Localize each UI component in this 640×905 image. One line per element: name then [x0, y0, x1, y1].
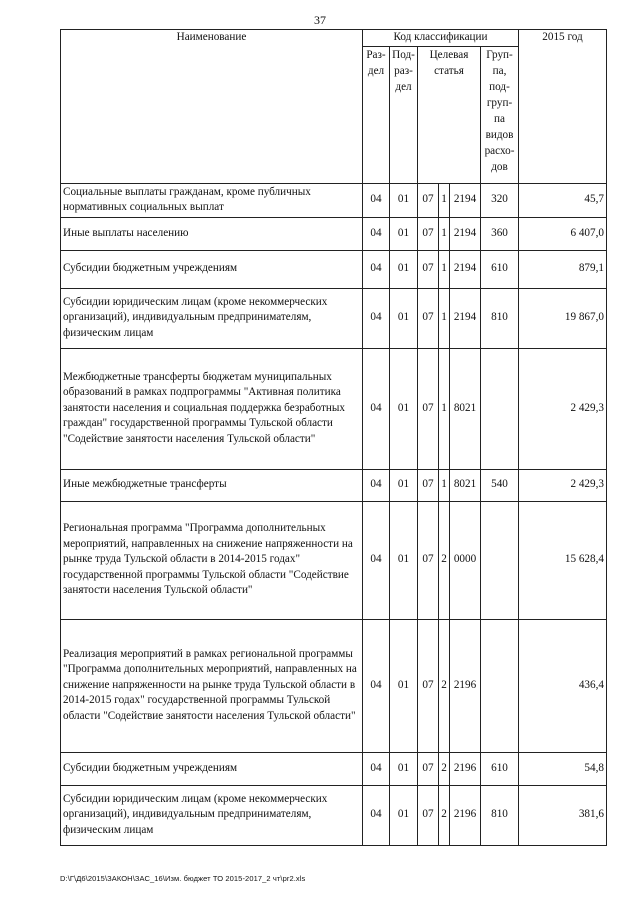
- table-row: [61, 752, 607, 785]
- row-name: Субсидии юридическим лицам (кроме некоммерческих организаций), индивидуальным предпринимателям, физическим лицам: [61, 288, 363, 348]
- row-target-program: 07: [418, 501, 439, 619]
- row-amount: 15 628,4: [519, 501, 607, 619]
- row-razdel: 04: [363, 752, 390, 785]
- row-expense-group: 810: [481, 288, 519, 348]
- row-razdel: 04: [363, 501, 390, 619]
- row-target-program: 07: [418, 183, 439, 217]
- row-expense-group: [481, 619, 519, 752]
- row-target-subprogram: 1: [439, 250, 450, 288]
- row-amount: 6 407,0: [519, 217, 607, 250]
- row-name: Субсидии юридическим лицам (кроме некоммерческих организаций), индивидуальным предпринимателям, физическим лицам: [61, 785, 363, 845]
- row-expense-group: 810: [481, 785, 519, 845]
- header-gruppa: Груп- па, под- груп- па видов расхо- дов: [481, 46, 519, 183]
- row-razdel: 04: [363, 250, 390, 288]
- row-target-program: 07: [418, 348, 439, 469]
- row-podrazdel: 01: [390, 250, 418, 288]
- row-target-program: 07: [418, 217, 439, 250]
- row-amount: 2 429,3: [519, 469, 607, 501]
- row-podrazdel: 01: [390, 288, 418, 348]
- row-podrazdel: 01: [390, 348, 418, 469]
- row-name: Субсидии бюджетным учреждениям: [61, 752, 363, 785]
- row-name: Социальные выплаты гражданам, кроме публичных нормативных социальных выплат: [61, 183, 363, 217]
- row-expense-group: 360: [481, 217, 519, 250]
- header-row-1: [61, 30, 607, 47]
- row-podrazdel: 01: [390, 469, 418, 501]
- row-amount: 19 867,0: [519, 288, 607, 348]
- table-row: [61, 785, 607, 845]
- row-expense-group: 320: [481, 183, 519, 217]
- row-target-subprogram: 1: [439, 469, 450, 501]
- table-row: [61, 348, 607, 469]
- row-target-direction: 2194: [450, 250, 481, 288]
- header-tselevaya: Целевая статья: [418, 46, 481, 183]
- row-target-subprogram: 1: [439, 217, 450, 250]
- row-podrazdel: 01: [390, 501, 418, 619]
- row-target-program: 07: [418, 619, 439, 752]
- row-target-subprogram: 1: [439, 183, 450, 217]
- row-amount: 879,1: [519, 250, 607, 288]
- row-expense-group: [481, 501, 519, 619]
- row-amount: 45,7: [519, 183, 607, 217]
- row-target-subprogram: 2: [439, 785, 450, 845]
- row-target-direction: 8021: [450, 469, 481, 501]
- row-target-subprogram: 1: [439, 348, 450, 469]
- row-razdel: 04: [363, 785, 390, 845]
- row-target-subprogram: 2: [439, 619, 450, 752]
- row-target-direction: 2196: [450, 619, 481, 752]
- row-name: Иные выплаты населению: [61, 217, 363, 250]
- header-code: Код классификации: [363, 30, 519, 47]
- row-expense-group: 540: [481, 469, 519, 501]
- row-target-subprogram: 2: [439, 501, 450, 619]
- table-row: [61, 250, 607, 288]
- row-expense-group: [481, 348, 519, 469]
- table-row: [61, 619, 607, 752]
- row-name: Иные межбюджетные трансферты: [61, 469, 363, 501]
- row-name: Реализация мероприятий в рамках региональной программы "Программа дополнительных мероприятий, направленных на снижение напряженности на рынке труда Тульской области в 2014-2015 годах" государственной программы Тульской области "Содействие занятости населения Тульской области": [61, 619, 363, 752]
- row-target-direction: 2194: [450, 288, 481, 348]
- row-amount: 381,6: [519, 785, 607, 845]
- row-target-direction: 2194: [450, 183, 481, 217]
- row-razdel: 04: [363, 183, 390, 217]
- row-razdel: 04: [363, 469, 390, 501]
- row-expense-group: 610: [481, 250, 519, 288]
- row-amount: 2 429,3: [519, 348, 607, 469]
- header-name: Наименование: [61, 30, 363, 184]
- header-year: 2015 год: [519, 30, 607, 184]
- row-expense-group: 610: [481, 752, 519, 785]
- row-target-direction: 2194: [450, 217, 481, 250]
- row-target-direction: 0000: [450, 501, 481, 619]
- row-target-subprogram: 1: [439, 288, 450, 348]
- row-target-program: 07: [418, 785, 439, 845]
- row-target-direction: 8021: [450, 348, 481, 469]
- row-podrazdel: 01: [390, 217, 418, 250]
- table-row: [61, 217, 607, 250]
- budget-table: [60, 29, 607, 846]
- row-target-program: 07: [418, 288, 439, 348]
- row-name: Межбюджетные трансферты бюджетам муниципальных образований в рамках подпрограммы "Активная политика занятости населения и социальная поддержка безработных граждан" государственной программы Тульской области "Содействие занятости населения Тульской области": [61, 348, 363, 469]
- table-row: [61, 288, 607, 348]
- row-podrazdel: 01: [390, 752, 418, 785]
- table-row: [61, 183, 607, 217]
- row-amount: 436,4: [519, 619, 607, 752]
- row-razdel: 04: [363, 288, 390, 348]
- row-razdel: 04: [363, 217, 390, 250]
- header-razdel: Раз- дел: [363, 46, 390, 183]
- row-name: Региональная программа "Программа дополнительных мероприятий, направленных на снижение напряженности на рынке труда Тульской области в 2014-2015 годах" государственной программы Тульской области "Содействие занятости населения Тульской области": [61, 501, 363, 619]
- row-podrazdel: 01: [390, 619, 418, 752]
- row-target-subprogram: 2: [439, 752, 450, 785]
- row-target-direction: 2196: [450, 785, 481, 845]
- row-target-direction: 2196: [450, 752, 481, 785]
- row-podrazdel: 01: [390, 183, 418, 217]
- row-amount: 54,8: [519, 752, 607, 785]
- file-path-footer: D:\Г\Д6\2015\ЗАКОН\ЗАС_16\Изм. бюджет ТО 2015-2017_2 чт\pr2.xls: [60, 874, 306, 883]
- table-row: [61, 501, 607, 619]
- page-number: 37: [314, 13, 326, 27]
- header-podrazdel: Под- раз- дел: [390, 46, 418, 183]
- table-body: [61, 183, 607, 845]
- row-razdel: 04: [363, 619, 390, 752]
- row-target-program: 07: [418, 469, 439, 501]
- row-podrazdel: 01: [390, 785, 418, 845]
- table-row: [61, 469, 607, 501]
- row-target-program: 07: [418, 250, 439, 288]
- row-name: Субсидии бюджетным учреждениям: [61, 250, 363, 288]
- row-razdel: 04: [363, 348, 390, 469]
- row-target-program: 07: [418, 752, 439, 785]
